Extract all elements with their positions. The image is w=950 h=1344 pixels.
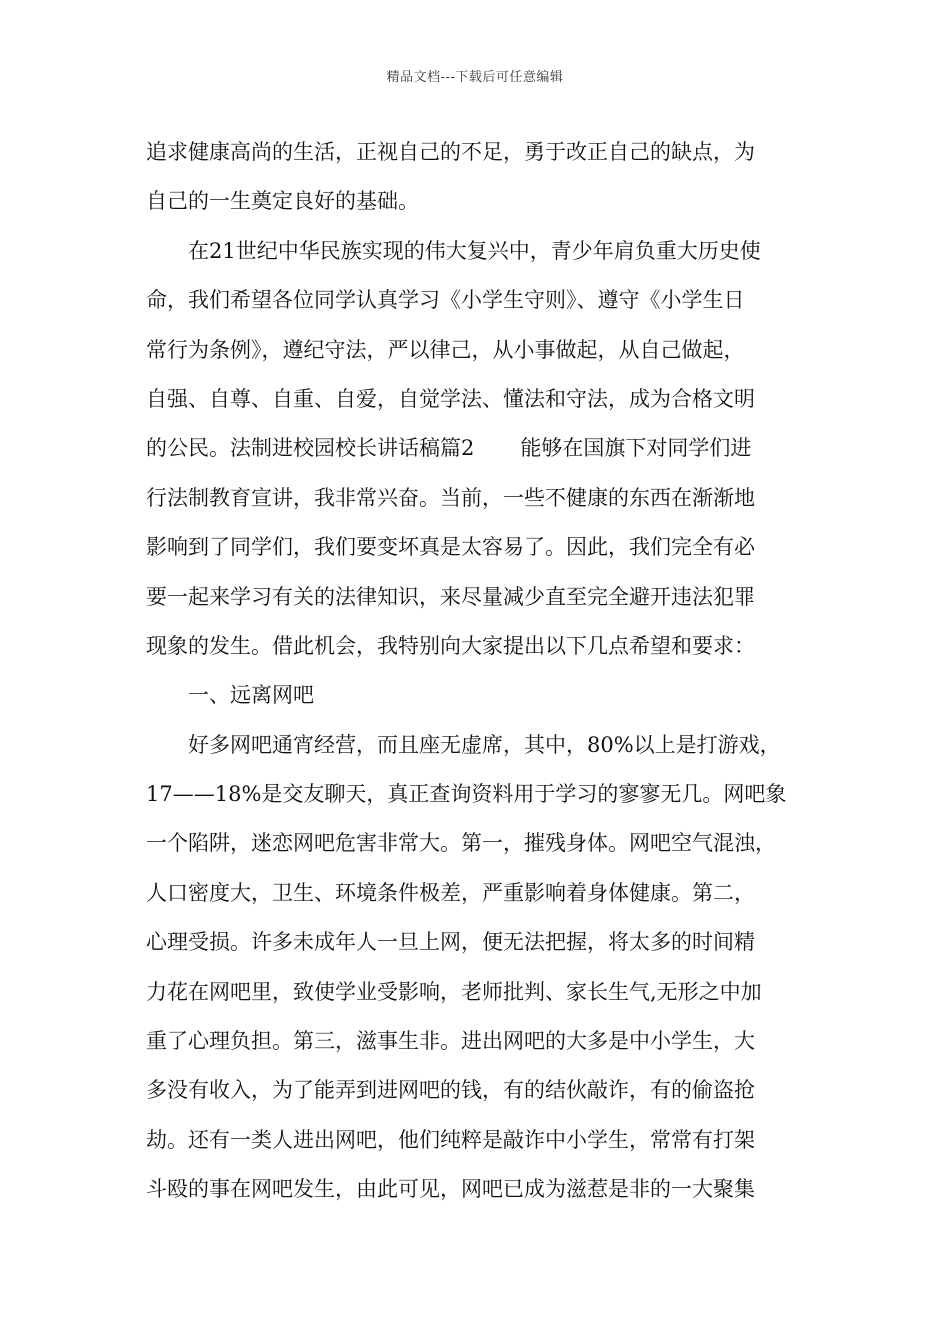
speech-title: 的公民。法制进校园校长讲话稿篇2 <box>146 436 475 461</box>
text-line: 现象的发生。借此机会，我特别向大家提出以下几点希望和要求： <box>146 633 755 658</box>
text-line: 自己的一生奠定良好的基础。 <box>146 189 419 214</box>
speech-opening: 能够在国旗下对同学们进 <box>520 436 752 461</box>
text-line: 在21世纪中华民族实现的伟大复兴中，青少年肩负重大历史使 <box>188 238 761 263</box>
text-line: 劫。还有一类人进出网吧，他们纯粹是敲诈中小学生，常常有打架 <box>146 1127 755 1152</box>
text-line: 人口密度大，卫生、环境条件极差，严重影响着身体健康。第二， <box>146 880 755 905</box>
text-line-combined <box>146 424 816 473</box>
text-line: 行法制教育宣讲，我非常兴奋。当前，一些不健康的东西在渐渐地 <box>146 485 755 510</box>
page-header: 精品文档---下载后可任意编辑 <box>386 70 564 85</box>
text-line: 斗殴的事在网吧发生，由此可见，网吧已成为滋惹是非的一大聚集 <box>146 1177 755 1202</box>
text-line: 17——18%是交友聊天，真正查询资料用于学习的寥寥无几。网吧象 <box>146 782 787 807</box>
document-body <box>146 128 816 1215</box>
section-heading: 一、远离网吧 <box>188 683 314 708</box>
text-line: 要一起来学习有关的法律知识，来尽量减少直至完全避开违法犯罪 <box>146 584 755 609</box>
text-line: 好多网吧通宵经营，而且座无虚席，其中，80%以上是打游戏， <box>188 732 781 757</box>
text-line: 心理受损。许多未成年人一旦上网，便无法把握，将太多的时间精 <box>146 930 755 955</box>
text-line: 自强、自尊、自重、自爱，自觉学法、懂法和守法，成为合格文明 <box>146 386 755 411</box>
text-line: 影响到了同学们，我们要变坏真是太容易了。因此，我们完全有必 <box>146 535 755 560</box>
text-line: 力花在网吧里，致使学业受影响，老师批判、家长生气,无形之中加 <box>146 979 762 1004</box>
text-line: 多没有收入，为了能弄到进网吧的钱，有的结伙敲诈，有的偷盗抢 <box>146 1078 755 1103</box>
text-line: 一个陷阱，迷恋网吧危害非常大。第一，摧残身体。网吧空气混浊， <box>146 831 776 856</box>
text-line: 追求健康高尚的生活，正视自己的不足，勇于改正自己的缺点，为 <box>146 140 755 164</box>
text-line: 常行为条例》，遵纪守法，严以律己，从小事做起，从自己做起， <box>146 337 745 362</box>
text-line: 重了心理负担。第三，滋事生非。进出网吧的大多是中小学生，大 <box>146 1029 755 1054</box>
text-line: 命，我们希望各位同学认真学习《小学生守则》、遵守《小学生日 <box>146 288 745 313</box>
